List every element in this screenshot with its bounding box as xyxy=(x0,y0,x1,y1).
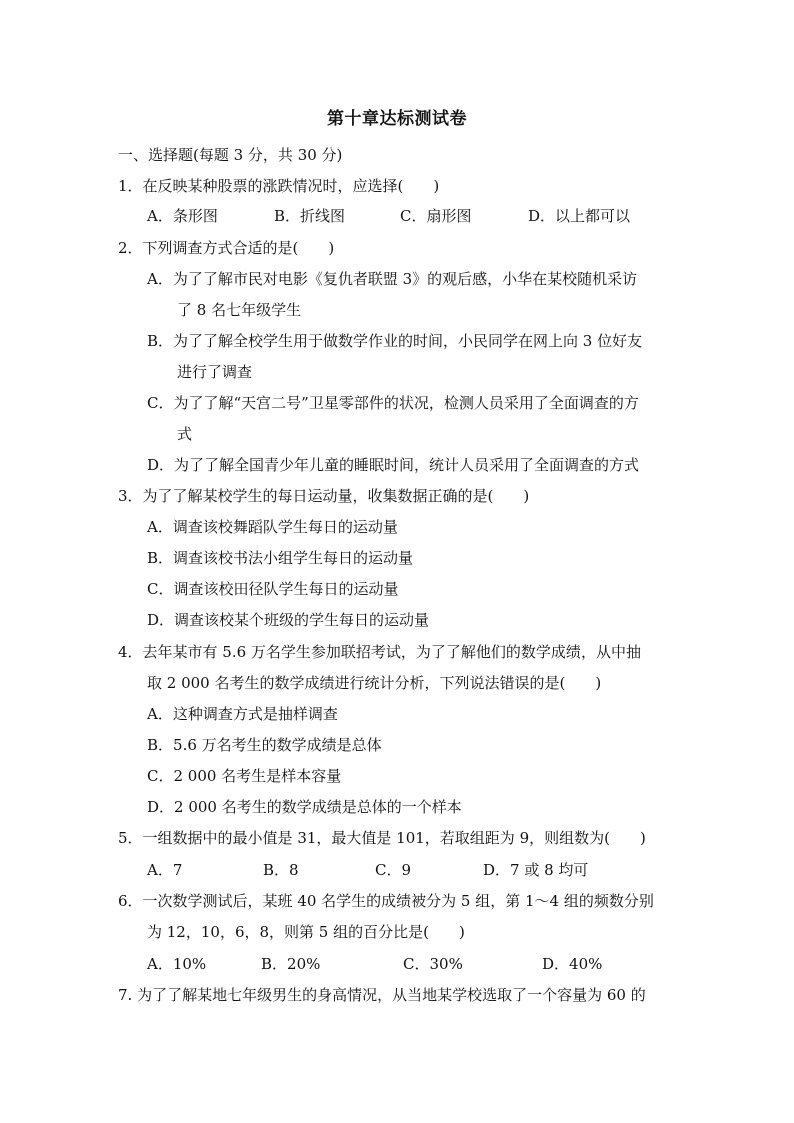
option-b: B．为了了解全校学生用于做数学作业的时间，小民同学在网上向 3 位好友 xyxy=(147,332,643,350)
option-d: D．40% xyxy=(542,955,603,973)
option-b: B．折线图 xyxy=(274,207,346,225)
option-d: D．调查该校某个班级的学生每日的运动量 xyxy=(147,611,430,629)
option-d: D．以上都可以 xyxy=(528,207,631,225)
option-c: C．9 xyxy=(375,861,412,879)
question-1-stem: 1．在反映某种股票的涨跌情况时，应选择( ) xyxy=(118,177,440,195)
option-a: A．7 xyxy=(147,861,183,879)
option-d: D．2 000 名考生的数学成绩是总体的一个样本 xyxy=(147,798,462,816)
option-b: B．20% xyxy=(261,955,321,973)
question-4-stem: 4．去年某市有 5.6 万名学生参加联招考试，为了了解他们的数学成绩，从中抽 xyxy=(118,643,641,661)
question-6-stem-continued: 为 12，10，6，8，则第 5 组的百分比是( ) xyxy=(147,923,465,941)
question-5-stem: 5．一组数据中的最小值是 31，最大值是 101，若取组距为 9，则组数为( ) xyxy=(118,829,646,847)
option-d: D．7 或 8 均可 xyxy=(483,861,589,879)
option-c: C．扇形图 xyxy=(400,207,472,225)
option-b-continued: 进行了调查 xyxy=(177,363,253,381)
question-4-stem-continued: 取 2 000 名考生的数学成绩进行统计分析，下列说法错误的是( ) xyxy=(147,674,602,692)
option-b: B．8 xyxy=(263,861,299,879)
question-3-stem: 3．为了了解某校学生的每日运动量，收集数据正确的是( ) xyxy=(118,487,530,505)
page-title: 第十章达标测试卷 xyxy=(327,109,467,129)
option-a: A．条形图 xyxy=(147,207,218,225)
option-b: B．调查该校书法小组学生每日的运动量 xyxy=(147,549,414,567)
question-2-stem: 2．下列调查方式合适的是( ) xyxy=(118,239,335,257)
option-c-continued: 式 xyxy=(177,425,193,443)
question-6-stem: 6．一次数学测试后，某班 40 名学生的成绩被分为 5 组，第 1～4 组的频数分别 xyxy=(118,892,654,910)
question-7-stem: 7. 为了了解某地七年级男生的身高情况，从当地某学校选取了一个容量为 60 的 xyxy=(118,986,646,1004)
option-a-continued: 了 8 名七年级学生 xyxy=(177,301,302,319)
option-c: C．调查该校田径队学生每日的运动量 xyxy=(147,580,399,598)
option-a: A．这种调查方式是抽样调查 xyxy=(147,705,338,723)
option-b: B．5.6 万名考生的数学成绩是总体 xyxy=(147,736,382,754)
option-c: C．2 000 名考生是样本容量 xyxy=(147,767,342,785)
option-a: A．为了了解市民对电影《复仇者联盟 3》的观后感，小华在某校随机采访 xyxy=(147,270,638,288)
option-c: C．为了了解“天宫二号”卫星零部件的状况，检测人员采用了全面调查的方 xyxy=(147,394,639,412)
option-a: A．调查该校舞蹈队学生每日的运动量 xyxy=(147,518,398,536)
option-d: D．为了了解全国青少年儿童的睡眠时间，统计人员采用了全面调查的方式 xyxy=(147,456,640,474)
option-c: C．30% xyxy=(403,955,463,973)
section-heading: 一、选择题(每题 3 分，共 30 分) xyxy=(118,146,343,164)
option-a: A．10% xyxy=(147,955,207,973)
